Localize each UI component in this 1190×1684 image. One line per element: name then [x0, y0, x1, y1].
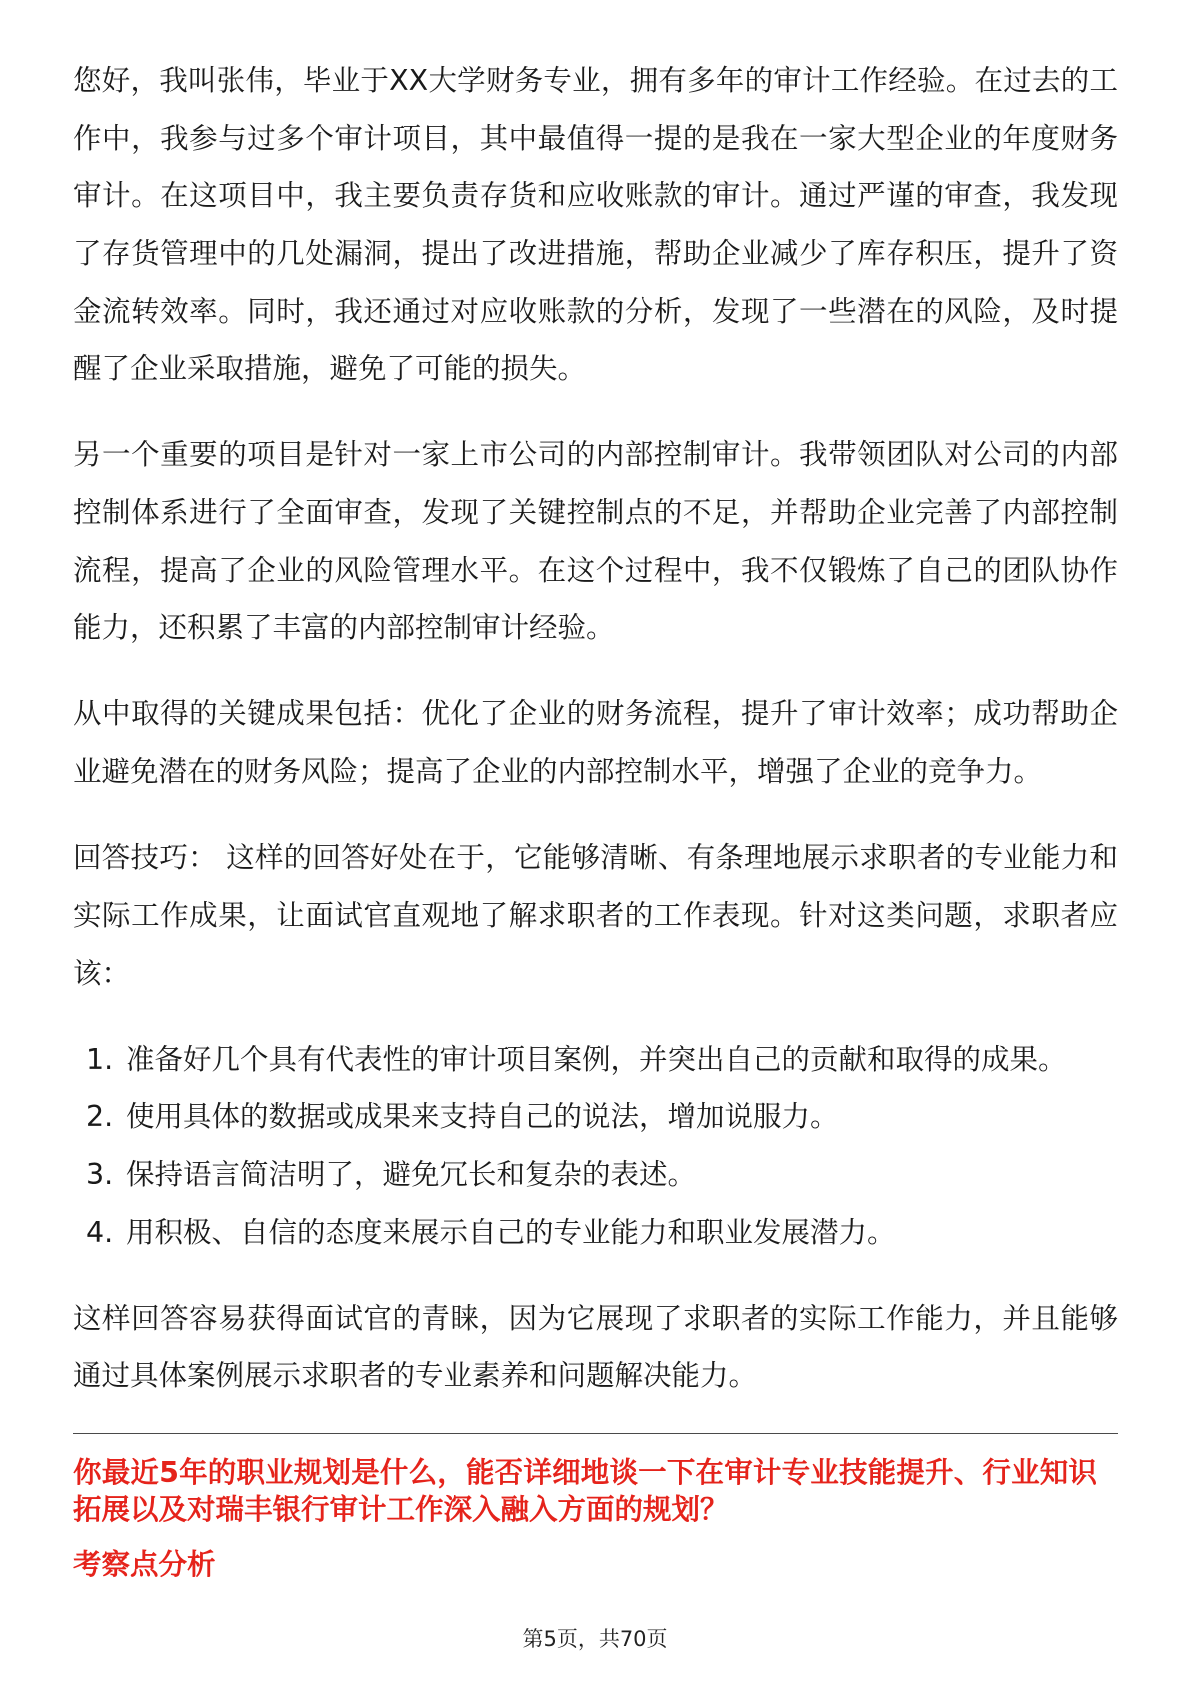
text-line: 作中，我参与过多个审计项目，其中最值得一提的是我在一家大型企业的年度财务 [73, 121, 1118, 155]
section-heading: 考察点分析 [73, 1547, 216, 1581]
text-line: 该： [73, 956, 131, 990]
list-item [73, 1031, 1118, 1089]
text-line: 从中取得的关键成果包括：优化了企业的财务流程，提升了审计效率；成功帮助企 [73, 697, 1118, 731]
list-number: 1. [86, 1042, 114, 1076]
answer-paragraph-2 [73, 426, 1118, 657]
text-line: 您好，我叫张伟，毕业于XX大学财务专业，拥有多年的审计工作经验。在过去的工 [73, 64, 1118, 97]
list-item-text: 保持语言简洁明了，避免冗长和复杂的表述。 [126, 1157, 697, 1191]
question-line: 你最近5年的职业规划是什么，能否详细地谈一下在审计专业技能提升、行业知识 [73, 1455, 1097, 1489]
section-divider [73, 1433, 1118, 1434]
text-line: 醒了企业采取措施，避免了可能的损失。 [73, 352, 587, 386]
text-line: 通过具体案例展示求职者的专业素养和问题解决能力。 [73, 1359, 758, 1393]
answer-tips-paragraph [73, 829, 1118, 1002]
text-line: 能力，还积累了丰富的内部控制审计经验。 [73, 611, 615, 645]
key-results-paragraph [73, 685, 1118, 800]
list-item-text: 用积极、自信的态度来展示自己的专业能力和职业发展潜力。 [126, 1215, 896, 1249]
text-line: 金流转效率。同时，我还通过对应收账款的分析，发现了一些潜在的风险，及时提 [73, 294, 1118, 328]
text-line: 回答技巧： 这样的回答好处在于，它能够清晰、有条理地展示求职者的专业能力和 [73, 841, 1118, 875]
interview-question [73, 1454, 1097, 1528]
list-item [73, 1088, 1118, 1146]
page-number-footer: 第5页，共70页 [522, 1627, 668, 1651]
list-item-text: 使用具体的数据或成果来支持自己的说法，增加说服力。 [126, 1100, 839, 1134]
closing-paragraph [73, 1290, 1118, 1405]
text-line: 业避免潜在的财务风险；提高了企业的内部控制水平，增强了企业的竞争力。 [73, 755, 1043, 789]
text-line: 了存货管理中的几处漏洞，提出了改进措施，帮助企业减少了库存积压，提升了资 [73, 237, 1118, 271]
text-line: 控制体系进行了全面审查，发现了关键控制点的不足，并帮助企业完善了内部控制 [73, 496, 1118, 530]
list-item-text: 准备好几个具有代表性的审计项目案例，并突出自己的贡献和取得的成果。 [126, 1042, 1067, 1076]
tips-list [73, 1031, 1118, 1262]
question-line: 拓展以及对瑞丰银行审计工作深入融入方面的规划？ [73, 1492, 729, 1526]
text-line: 审计。在这项目中，我主要负责存货和应收账款的审计。通过严谨的审查，我发现 [73, 179, 1118, 213]
text-line: 这样回答容易获得面试官的青睐，因为它展现了求职者的实际工作能力，并且能够 [73, 1301, 1118, 1335]
list-item [73, 1146, 1118, 1204]
list-number: 4. [86, 1215, 114, 1249]
text-line: 实际工作成果，让面试官直观地了解求职者的工作表现。针对这类问题，求职者应 [73, 898, 1118, 932]
list-number: 2. [86, 1100, 114, 1134]
document-body [73, 52, 1118, 1583]
list-number: 3. [86, 1157, 114, 1191]
text-line: 另一个重要的项目是针对一家上市公司的内部控制审计。我带领团队对公司的内部 [73, 438, 1118, 472]
list-item [73, 1204, 1118, 1262]
answer-paragraph-1 [73, 52, 1118, 398]
text-line: 流程，提高了企业的风险管理水平。在这个过程中，我不仅锻炼了自己的团队协作 [73, 553, 1118, 587]
